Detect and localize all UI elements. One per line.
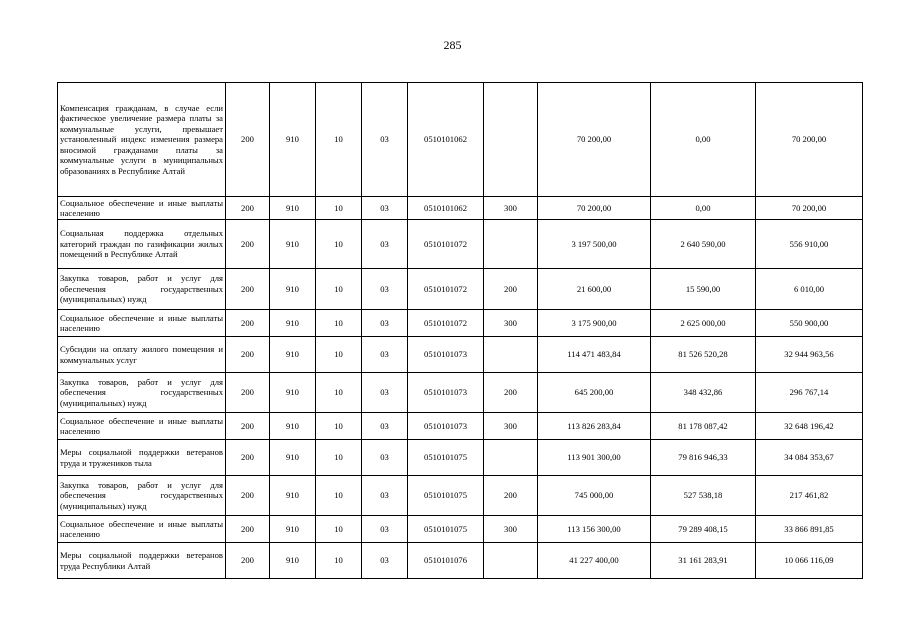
code-cell: 03 xyxy=(362,413,408,440)
budget-table xyxy=(57,82,863,579)
code-cell: 10 xyxy=(316,337,362,373)
amount-cell: 296 767,14 xyxy=(756,373,863,413)
table-row xyxy=(58,413,863,440)
code-cell: 03 xyxy=(362,310,408,337)
expense-type-cell xyxy=(484,440,538,476)
expense-type-cell: 300 xyxy=(484,197,538,220)
code-cell: 910 xyxy=(270,197,316,220)
item-name-cell: Социальная поддержка отдельных категорий граждан по газификации жилых помещений в Республике Алтай xyxy=(58,220,226,269)
code-cell: 910 xyxy=(270,440,316,476)
amount-cell: 21 600,00 xyxy=(538,269,651,310)
expense-type-cell: 200 xyxy=(484,476,538,516)
code-cell: 200 xyxy=(226,269,270,310)
target-code-cell: 0510101062 xyxy=(408,197,484,220)
code-cell: 910 xyxy=(270,516,316,543)
amount-cell: 6 010,00 xyxy=(756,269,863,310)
table-row xyxy=(58,543,863,579)
amount-cell: 32 944 963,56 xyxy=(756,337,863,373)
amount-cell: 31 161 283,91 xyxy=(651,543,756,579)
code-cell: 03 xyxy=(362,476,408,516)
target-code-cell: 0510101075 xyxy=(408,516,484,543)
code-cell: 03 xyxy=(362,373,408,413)
amount-cell: 3 175 900,00 xyxy=(538,310,651,337)
code-cell: 10 xyxy=(316,476,362,516)
amount-cell: 3 197 500,00 xyxy=(538,220,651,269)
code-cell: 910 xyxy=(270,220,316,269)
code-cell: 10 xyxy=(316,269,362,310)
amount-cell: 32 648 196,42 xyxy=(756,413,863,440)
amount-cell: 217 461,82 xyxy=(756,476,863,516)
code-cell: 200 xyxy=(226,440,270,476)
code-cell: 03 xyxy=(362,220,408,269)
expense-type-cell xyxy=(484,83,538,197)
item-name-cell: Субсидии на оплату жилого помещения и коммунальных услуг xyxy=(58,337,226,373)
target-code-cell: 0510101076 xyxy=(408,543,484,579)
amount-cell: 79 816 946,33 xyxy=(651,440,756,476)
amount-cell: 41 227 400,00 xyxy=(538,543,651,579)
code-cell: 200 xyxy=(226,337,270,373)
code-cell: 10 xyxy=(316,543,362,579)
amount-cell: 527 538,18 xyxy=(651,476,756,516)
target-code-cell: 0510101073 xyxy=(408,413,484,440)
code-cell: 10 xyxy=(316,413,362,440)
code-cell: 910 xyxy=(270,373,316,413)
code-cell: 03 xyxy=(362,516,408,543)
amount-cell: 114 471 483,84 xyxy=(538,337,651,373)
code-cell: 200 xyxy=(226,373,270,413)
code-cell: 03 xyxy=(362,197,408,220)
item-name-cell: Закупка товаров, работ и услуг для обеспечения государственных (муниципальных) нужд xyxy=(58,476,226,516)
amount-cell: 10 066 116,09 xyxy=(756,543,863,579)
table-row xyxy=(58,220,863,269)
target-code-cell: 0510101072 xyxy=(408,310,484,337)
amount-cell: 0,00 xyxy=(651,197,756,220)
amount-cell: 113 901 300,00 xyxy=(538,440,651,476)
expense-type-cell: 300 xyxy=(484,310,538,337)
code-cell: 10 xyxy=(316,516,362,543)
item-name-cell: Меры социальной поддержки ветеранов труда и тружеников тыла xyxy=(58,440,226,476)
code-cell: 10 xyxy=(316,220,362,269)
code-cell: 910 xyxy=(270,310,316,337)
code-cell: 910 xyxy=(270,337,316,373)
item-name-cell: Закупка товаров, работ и услуг для обеспечения государственных (муниципальных) нужд xyxy=(58,373,226,413)
expense-type-cell: 200 xyxy=(484,269,538,310)
item-name-cell: Закупка товаров, работ и услуг для обеспечения государственных (муниципальных) нужд xyxy=(58,269,226,310)
code-cell: 200 xyxy=(226,516,270,543)
expense-type-cell: 300 xyxy=(484,413,538,440)
code-cell: 03 xyxy=(362,337,408,373)
target-code-cell: 0510101075 xyxy=(408,440,484,476)
target-code-cell: 0510101073 xyxy=(408,373,484,413)
amount-cell: 0,00 xyxy=(651,83,756,197)
amount-cell: 81 178 087,42 xyxy=(651,413,756,440)
code-cell: 03 xyxy=(362,269,408,310)
table-row xyxy=(58,83,863,197)
target-code-cell: 0510101072 xyxy=(408,269,484,310)
code-cell: 200 xyxy=(226,83,270,197)
item-name-cell: Социальное обеспечение и иные выплаты населению xyxy=(58,413,226,440)
amount-cell: 70 200,00 xyxy=(756,197,863,220)
page-number: 285 xyxy=(443,38,462,52)
item-name-cell: Социальное обеспечение и иные выплаты населению xyxy=(58,516,226,543)
amount-cell: 15 590,00 xyxy=(651,269,756,310)
amount-cell: 70 200,00 xyxy=(538,83,651,197)
amount-cell: 645 200,00 xyxy=(538,373,651,413)
table-body xyxy=(58,83,863,579)
amount-cell: 34 084 353,67 xyxy=(756,440,863,476)
code-cell: 200 xyxy=(226,310,270,337)
table-row xyxy=(58,516,863,543)
code-cell: 10 xyxy=(316,310,362,337)
expense-type-cell xyxy=(484,220,538,269)
amount-cell: 113 826 283,84 xyxy=(538,413,651,440)
code-cell: 910 xyxy=(270,83,316,197)
amount-cell: 81 526 520,28 xyxy=(651,337,756,373)
amount-cell: 2 640 590,00 xyxy=(651,220,756,269)
expense-type-cell xyxy=(484,543,538,579)
target-code-cell: 0510101072 xyxy=(408,220,484,269)
amount-cell: 2 625 000,00 xyxy=(651,310,756,337)
amount-cell: 556 910,00 xyxy=(756,220,863,269)
amount-cell: 745 000,00 xyxy=(538,476,651,516)
target-code-cell: 0510101062 xyxy=(408,83,484,197)
code-cell: 200 xyxy=(226,543,270,579)
item-name-cell: Социальное обеспечение и иные выплаты населению xyxy=(58,310,226,337)
code-cell: 200 xyxy=(226,197,270,220)
code-cell: 910 xyxy=(270,413,316,440)
code-cell: 10 xyxy=(316,440,362,476)
item-name-cell: Социальное обеспечение и иные выплаты населению xyxy=(58,197,226,220)
expense-type-cell xyxy=(484,337,538,373)
amount-cell: 550 900,00 xyxy=(756,310,863,337)
table-row xyxy=(58,476,863,516)
table-row xyxy=(58,337,863,373)
amount-cell: 113 156 300,00 xyxy=(538,516,651,543)
code-cell: 200 xyxy=(226,476,270,516)
table-row xyxy=(58,310,863,337)
code-cell: 910 xyxy=(270,543,316,579)
amount-cell: 70 200,00 xyxy=(538,197,651,220)
table-row xyxy=(58,373,863,413)
target-code-cell: 0510101075 xyxy=(408,476,484,516)
amount-cell: 79 289 408,15 xyxy=(651,516,756,543)
code-cell: 910 xyxy=(270,269,316,310)
table-row xyxy=(58,269,863,310)
table-row xyxy=(58,197,863,220)
code-cell: 200 xyxy=(226,220,270,269)
table-row xyxy=(58,440,863,476)
code-cell: 03 xyxy=(362,543,408,579)
code-cell: 10 xyxy=(316,373,362,413)
item-name-cell: Меры социальной поддержки ветеранов труда Республики Алтай xyxy=(58,543,226,579)
code-cell: 200 xyxy=(226,413,270,440)
amount-cell: 70 200,00 xyxy=(756,83,863,197)
amount-cell: 33 866 891,85 xyxy=(756,516,863,543)
expense-type-cell: 200 xyxy=(484,373,538,413)
code-cell: 03 xyxy=(362,83,408,197)
target-code-cell: 0510101073 xyxy=(408,337,484,373)
code-cell: 910 xyxy=(270,476,316,516)
amount-cell: 348 432,86 xyxy=(651,373,756,413)
code-cell: 10 xyxy=(316,197,362,220)
code-cell: 03 xyxy=(362,440,408,476)
expense-type-cell: 300 xyxy=(484,516,538,543)
code-cell: 10 xyxy=(316,83,362,197)
item-name-cell: Компенсация гражданам, в случае если фактическое увеличение размера платы за коммунальные услуги, превышает установленный индекс изменения размера вносимой гражданами платы за коммунальные услуги в муниципальных образованиях в Республике Алтай xyxy=(58,83,226,197)
